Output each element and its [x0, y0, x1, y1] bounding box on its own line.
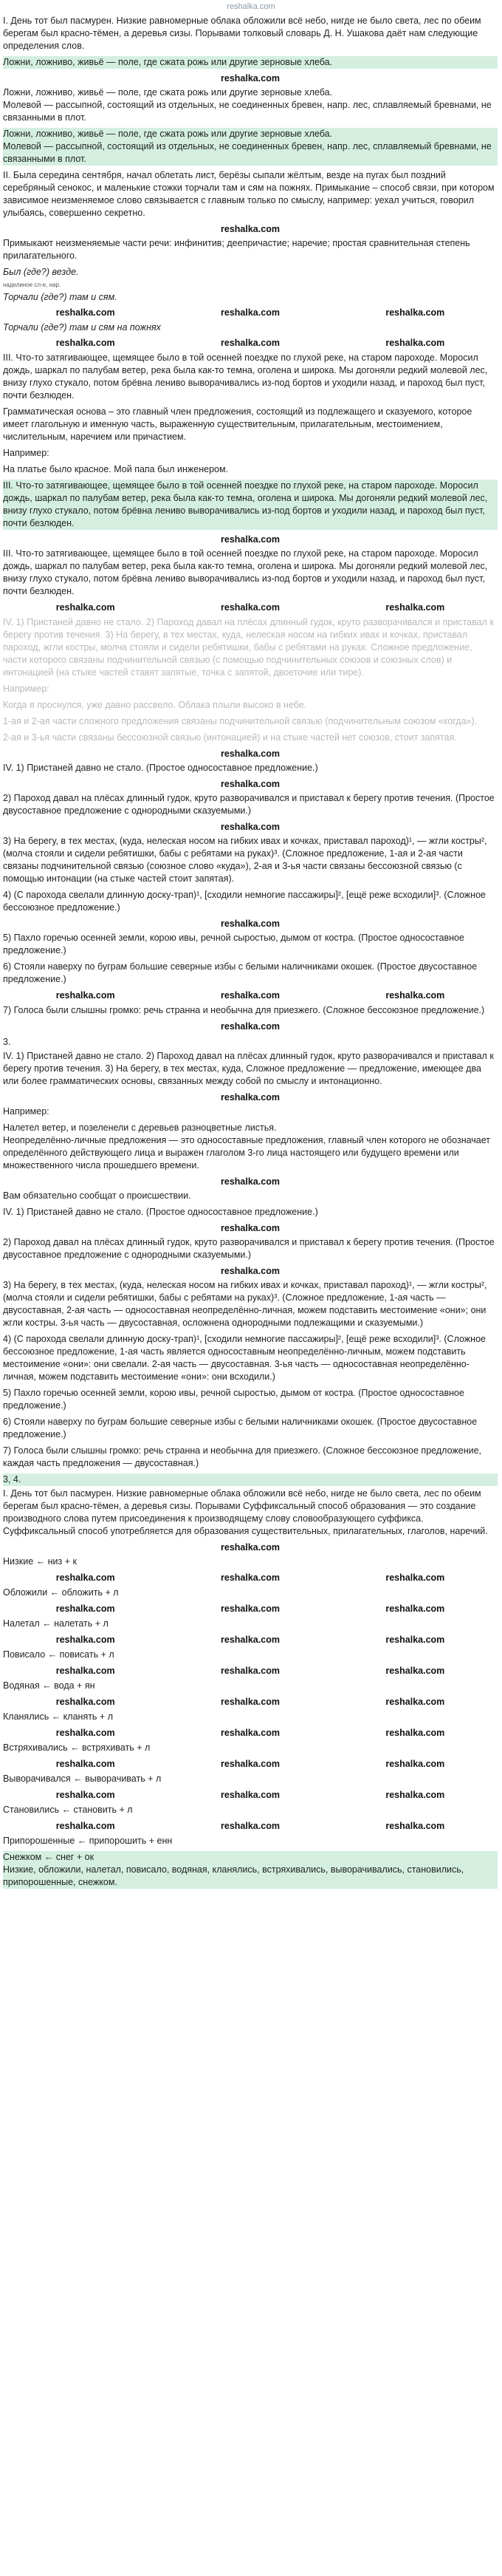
syntax-formula: Был (где?) везде. [3, 267, 79, 277]
paragraph: На платье было красное. Мой папа был инженером. [3, 463, 229, 474]
watermark: reshalka.com [385, 1634, 445, 1645]
watermark: reshalka.com [55, 1634, 115, 1645]
paragraph: Ложни, ложниво, живьё — поле, где сжата рожь или другие зерновые хлеба. [3, 56, 498, 69]
watermark: reshalka.com [55, 989, 115, 1001]
site-title: reshalka.com [227, 2, 275, 11]
watermark-row [3, 337, 498, 350]
watermark: reshalka.com [221, 602, 280, 613]
watermark: reshalka.com [221, 1727, 280, 1738]
paragraph: Повисало ← повисать + л [3, 1649, 114, 1660]
watermark-row [3, 1727, 498, 1740]
paragraph: IV. 1) Пристаней давно не стало. (Простое односоставное предложение.) [3, 1206, 318, 1217]
syntax-formula: Торчали (где?) там и сям. [3, 291, 117, 302]
watermark: reshalka.com [221, 1634, 280, 1645]
paragraph: 6) Стояли наверху по буграм большие северные избы с белыми наличниками окошек. (Простое двусоставное предложение.) [3, 1416, 478, 1439]
paragraph: Вам обязательно сообщат о происшествии. [3, 1190, 191, 1201]
watermark: reshalka.com [221, 224, 280, 234]
watermark: reshalka.com [221, 1265, 280, 1276]
paragraph: Водяная ← вода + ян [3, 1680, 95, 1691]
syntax-formula: Торчали (где?) там и сям на пожнях [3, 321, 161, 333]
watermark: reshalka.com [221, 1789, 280, 1800]
site-header [0, 0, 502, 15]
watermark-row [3, 602, 498, 614]
section-number: 3. [3, 1036, 11, 1047]
watermark-row [3, 1758, 498, 1771]
watermark: reshalka.com [385, 1696, 445, 1707]
paragraph: Например: [3, 1105, 49, 1117]
watermark: reshalka.com [221, 1603, 280, 1614]
watermark: reshalka.com [221, 989, 280, 1001]
watermark: reshalka.com [221, 1572, 280, 1583]
watermark: reshalka.com [55, 1696, 115, 1707]
watermark-row [3, 307, 498, 319]
paragraph: Встряхивались ← встряхивать + л [3, 1742, 151, 1753]
watermark-row [3, 989, 498, 1002]
watermark: reshalka.com [55, 1603, 115, 1614]
watermark-row [3, 1820, 498, 1833]
paragraph: Грамматическая основа – это главный член предложения, состоящий из подлежащего и сказуемого, которое имеет глагольную и именную часть, выраженную существительным, прилагательным, местоимением, числительным, наречием или причастием. [3, 406, 472, 442]
paragraph: 4) (С парохода свелали длинную доску-трап)¹, [сходили немногие пассажиры]², [ещё реже всходили]³. (Сложное бессоюзное предложение, 1-ая часть является односоставным неопределённо-личным, можем подставить местоимение «они»: они свелали. 2-ая часть — двусоставная. 3-ья часть — односоставная неопределённо-личная, можем подставить местоимение «они»: они всходили.) [3, 1333, 486, 1382]
watermark: reshalka.com [385, 602, 445, 613]
paragraph: Обложили ← обложить + л [3, 1587, 119, 1598]
paragraph: Низкие ← низ + к [3, 1556, 77, 1567]
paragraph: III. Что-то затягивающее, щемящее было в той осенней поездке по глухой реке, на старом пароходе. Моросил дождь, шаркал по палубам ветер, река была как-то темна, оголена и широка. Мы догоняли редкий молевой лес, внизу глухо стукало, потом брёвна лениво выворачивались из-под бортов и уходили назад, и пароход был пуст, почти безлюден. [3, 480, 498, 530]
paragraph: Когда я проснулся, уже давно рассвело. Облака плыли высоко в небе. [3, 699, 307, 710]
watermark: reshalka.com [221, 1758, 280, 1769]
paragraph: 4) (С парохода свелали длинную доску-трап)¹, [сходили немногие пассажиры]², [ещё реже всходили]³. (Сложное бессоюзное предложение.) [3, 889, 486, 913]
paragraph: Кланялись ← кланять + л [3, 1711, 113, 1722]
watermark: reshalka.com [221, 1176, 280, 1187]
paragraph: 5) Пахло горечью осенней земли, корою ивы, речной сыростью, дымом от костра. (Простое односоставное предложение.) [3, 1387, 464, 1411]
paragraph: Например: [3, 447, 49, 458]
watermark: reshalka.com [55, 1572, 115, 1583]
paragraph: Ложни, ложниво, живьё — поле, где сжата рожь или другие зерновые хлеба. Молевой — рассыпной, состоящий из отдельных, не соединенных бревен, напр. лес, сплавляемый бревнами, не связанными в плот. [3, 87, 492, 123]
paragraph: III. Что-то затягивающее, щемящее было в той осенней поездке по глухой реке, на старом пароходе. Моросил дождь, шаркал по палубам ветер, река была как-то темна, оголена и широка. Мы догоняли редкий молевой лес, внизу глухо стукало, потом брёвна лениво выворачивались из-под бортов и уходили назад, и пароход был пуст, почти безлюден. [3, 352, 488, 401]
watermark: reshalka.com [221, 918, 280, 929]
watermark: reshalka.com [385, 1727, 445, 1738]
paragraph: 2) Пароход давал на плёсах длинный гудок, круто разворачивался и приставал к берегу против течения. (Простое двусоставное предложение с однородными сказуемыми.) [3, 1236, 495, 1260]
paragraph: IV. 1) Пристаней давно не стало. 2) Пароход давал на плёсах длинный гудок, круто разворачивался и приставал к берегу против течения. 3) На берегу, в тех местах, куда, нелеская носом на гибких ивах и кочках, приставал пароход, жгли костры, молча стояли и сидели ребятишки, бабы с ребятами на руках. Сложное предложение, части которого связаны подчинительной связью (с помощью подчинительных союзов и союзных слов) и интонацией (на стыке частей ставят запятые, точка с запятой, двоеточие или тире). [3, 616, 494, 678]
watermark: reshalka.com [221, 1665, 280, 1676]
paragraph: Налетал ← налетать + л [3, 1618, 109, 1629]
watermark: reshalka.com [221, 1222, 280, 1233]
paragraph: 2-ая и 3-ья части связаны бессоюзной связью (интонацией) и на стыке частей нет союзов, стоит запятая. [3, 732, 457, 743]
watermark: reshalka.com [221, 1696, 280, 1707]
watermark: reshalka.com [55, 1789, 115, 1800]
paragraph: 7) Голоса были слышны громко: речь странна и необычна для приезжего. (Сложное бессоюзное предложение, каждая часть предложения — двусоставная.) [3, 1445, 481, 1468]
watermark: reshalka.com [385, 1758, 445, 1769]
watermark: reshalka.com [385, 1820, 445, 1831]
watermark: reshalka.com [55, 337, 115, 348]
watermark: reshalka.com [385, 337, 445, 348]
watermark: reshalka.com [55, 602, 115, 613]
paragraph: 7) Голоса были слышны громко: речь странна и необычна для приезжего. (Сложное бессоюзное предложение.) [3, 1004, 485, 1015]
watermark-row [3, 1665, 498, 1677]
paragraph: Примыкают неизменяемые части речи: инфинитив; деепричастие; наречие; простая сравнительная степень прилагательного. [3, 238, 470, 261]
watermark: reshalka.com [55, 307, 115, 318]
paragraph: Припорошенные ← припорошить + енн [3, 1835, 173, 1846]
watermark-row [3, 1572, 498, 1584]
paragraph: 6) Стояли наверху по буграм большие северные избы с белыми наличниками окошек. (Простое двусоставное предложение.) [3, 961, 478, 984]
paragraph: III. Что-то затягивающее, щемящее было в той осенней поездке по глухой реке, на старом пароходе. Моросил дождь, шаркал по палубам ветер, река была как-то темна, оголена и широка. Мы догоняли редкий молевой лес, внизу глухо стукало, потом брёвна лениво выворачивались из-под бортов и уходили назад, и пароход был пуст, почти безлюден. [3, 548, 488, 596]
watermark-row [3, 1603, 498, 1615]
paragraph: IV. 1) Пристаней давно не стало. (Простое односоставное предложение.) [3, 762, 318, 773]
paragraph: II. Была середина сентября, начал облетать лист, берёзы сыпали жёлтым, везде на пугах был поздний серебряный сенокос, и маленькие стожки торчали там и сям на пожнях. Примыкание – способ связи, при котором зависимое неизменяемое слово связывается с главным только по смыслу, например: уехал учиться, говорил улыбаясь, совершенно секретно. [3, 170, 495, 218]
watermark: reshalka.com [221, 1020, 280, 1032]
watermark-row [3, 1789, 498, 1802]
paragraph: 3) На берегу, в тех местах, (куда, нелеская носом на гибких ивах и кочках, приставал пароход)¹, — жгли костры², (молча стояли и сидели ребятишки, бабы с ребятами на руках)³. (Сложное предложение, 1-ая и 2-ая части связаны подчинительной связью (союзное слово «куда»), 2-ая и 3-ья части связаны бессоюзной связью (с помощью интонации (на стыке частей стоит запятая). [3, 835, 487, 884]
watermark-row [3, 1696, 498, 1708]
paragraph: 1-ая и 2-ая части сложного предложения связаны подчинительной связью (подчинительным союзом «когда»). [3, 715, 478, 726]
paragraph: 3) На берегу, в тех местах, (куда, нелеская носом на гибких ивах и кочках, приставал пароход)¹, — жгли костры², (молча стояли и сидели ребятишки, бабы с ребятами на руках)³. (Сложное предложение, 1-ая часть — двусоставная, 2-ая часть — односоставная неопределённо-личная, можем подставить местоимение «они»; они жгли костры. 3-ья часть — двусоставная, осложнена однородными подлежащими и сказуемыми.) [3, 1279, 487, 1328]
watermark: reshalka.com [55, 1727, 115, 1738]
paragraph: Налетел ветер, и позеленели с деревьев разноцветные листья. Неопределённо-личные предложения — это односоставные предложения, главный член которого не обозначает определённого действующего лица и выражен глаголом 3-го лица настоящего или будущего времени или множественного числа прошедшего времени. [3, 1122, 491, 1171]
watermark: reshalka.com [221, 1091, 280, 1103]
watermark: reshalka.com [221, 307, 280, 318]
watermark: reshalka.com [221, 534, 280, 545]
watermark: reshalka.com [385, 1789, 445, 1800]
watermark: reshalka.com [221, 1820, 280, 1831]
watermark: reshalka.com [385, 307, 445, 318]
paragraph: Снежком ← снег + ок Низкие, обложили, налетал, повисало, водяная, кланялись, встряхивались, выворачивались, становились, припорошенные, снежком. [3, 1851, 498, 1889]
section-number: 3, 4. [3, 1473, 498, 1486]
watermark: reshalka.com [221, 778, 280, 789]
paragraph: Выворачивался ← выворачивать + л [3, 1773, 162, 1784]
paragraph: IV. 1) Пристаней давно не стало. 2) Пароход давал на плёсах длинный гудок, круто разворачивался и приставал к берегу против течения. 3) На берегу, в тех местах, куда, Сложное предложение — предложение, имеющее два или более грамматических основы, связанных между собой по смыслу и интонационно. [3, 1050, 494, 1086]
watermark: reshalka.com [385, 989, 445, 1001]
watermark: reshalka.com [221, 337, 280, 348]
watermark: reshalka.com [55, 1665, 115, 1676]
document-content [0, 15, 502, 1889]
watermark: reshalka.com [385, 1603, 445, 1614]
annotation-note: наделиное сл-е, нар. [3, 282, 61, 288]
paragraph: I. День тот был пасмурен. Низкие равномерные облака обложили всё небо, нигде не было света, лес по обеим берегам был красно-тёмен, а деревья сизы. Порывами толковый словарь Д. Н. Ушакова даёт нам следующие определения слов. [3, 16, 481, 51]
paragraph: Например: [3, 683, 49, 694]
watermark: reshalka.com [221, 748, 280, 759]
watermark: reshalka.com [55, 1758, 115, 1769]
paragraph: Становились ← становить + л [3, 1804, 133, 1815]
paragraph: 2) Пароход давал на плёсах длинный гудок, круто разворачивался и приставал к берегу против течения. (Простое двусоставное предложение с однородными сказуемыми.) [3, 792, 495, 816]
watermark: reshalka.com [221, 1541, 280, 1553]
watermark: reshalka.com [221, 73, 280, 84]
watermark: reshalka.com [385, 1665, 445, 1676]
paragraph: I. День тот был пасмурен. Низкие равномерные облака обложили всё небо, нигде не было света, лес по обеим берегам был красно-тёмен, а деревья сизы. Порывами Суффиксальный способ образования — это создание производного слова путем присоединения к производящему слову словообразующего суффикса. Суффиксальный способ употребляется для образования существительных, прилагательных, глаголов, наречий. [3, 1488, 488, 1536]
watermark-row [3, 1634, 498, 1646]
paragraph: 5) Пахло горечью осенней земли, корою ивы, речной сыростью, дымом от костра. (Простое односоставное предложение.) [3, 932, 464, 955]
paragraph: Ложни, ложниво, живьё — поле, где сжата рожь или другие зерновые хлеба. Молевой — рассыпной, состоящий из отдельных, не соединенных бревен, напр. лес, сплавляемый бревнами, не связанными в плот. [3, 128, 498, 166]
watermark: reshalka.com [55, 1820, 115, 1831]
watermark: reshalka.com [221, 821, 280, 832]
watermark: reshalka.com [385, 1572, 445, 1583]
